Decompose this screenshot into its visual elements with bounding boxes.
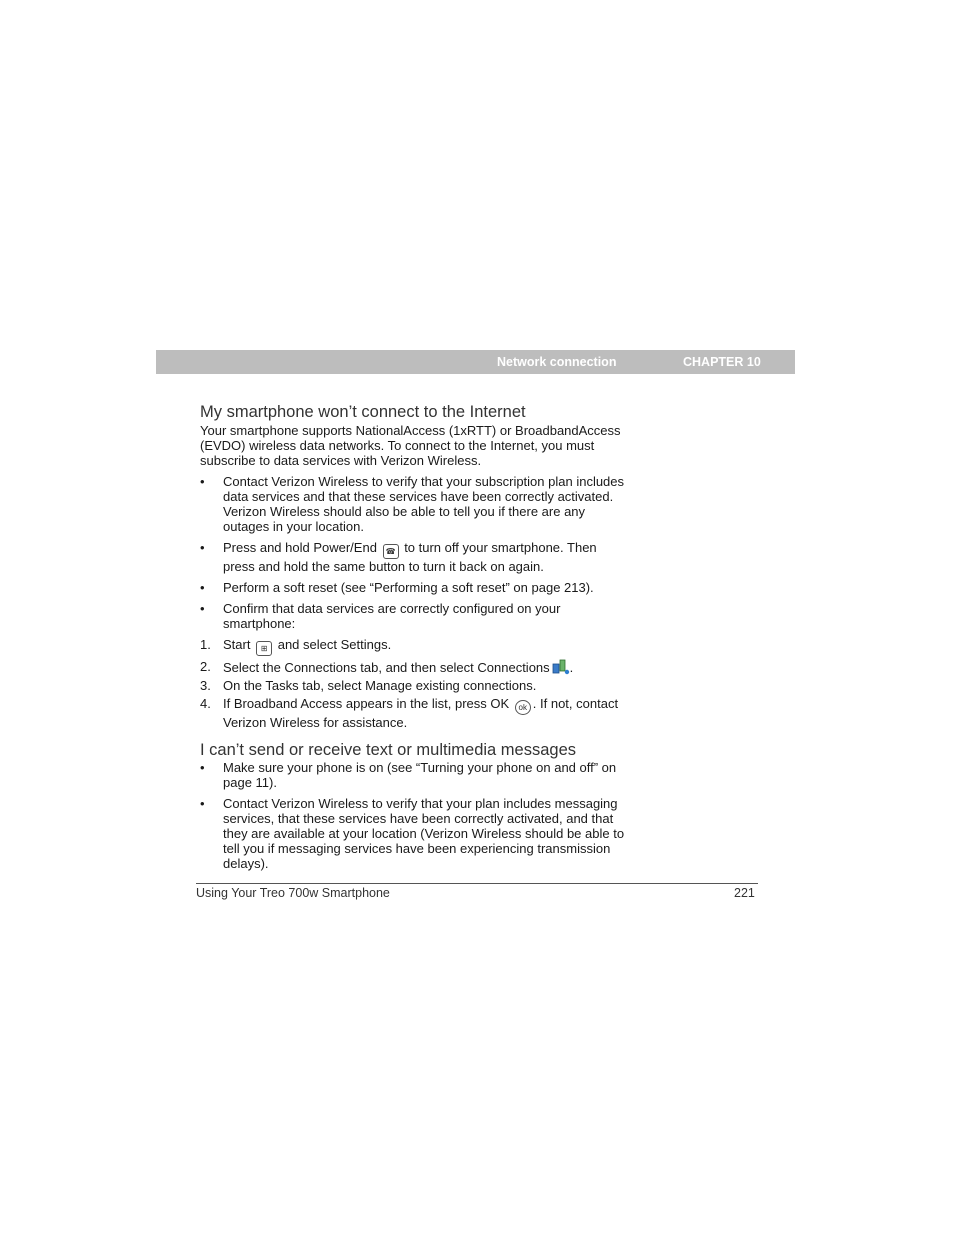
step-number: 3. bbox=[200, 678, 211, 693]
step-number: 1. bbox=[200, 637, 211, 652]
list-item bbox=[200, 601, 625, 631]
page-content bbox=[200, 402, 625, 871]
bullet-marker: • bbox=[200, 796, 205, 811]
step-text: and select Settings. bbox=[277, 637, 392, 652]
section-heading-messages: I can’t send or receive text or multimedia messages bbox=[200, 741, 576, 759]
step-text: . If not, contact Verizon Wireless for assistance. bbox=[223, 696, 619, 730]
list-item-text: Perform a soft reset (see “Performing a soft reset” on page 213). bbox=[223, 580, 594, 595]
numbered-steps bbox=[200, 637, 625, 730]
list-item-text: Confirm that data services are correctly configured on your smartphone: bbox=[223, 601, 561, 631]
step-text: If Broadband Access appears in the list, press OK bbox=[223, 696, 510, 711]
section-intro: Your smartphone supports NationalAccess (1xRTT) or BroadbandAccess (EVDO) wireless data networks. To connect to the Internet, you must subscribe to data services with Verizon Wireless. bbox=[200, 423, 621, 468]
bullet-marker: • bbox=[200, 601, 205, 616]
list-item-text: Make sure your phone is on (see “Turning your phone on and off” on page 11). bbox=[223, 760, 617, 790]
ok-button-icon: ok bbox=[515, 700, 531, 715]
step-text: Select the Connections tab, and then select Connections bbox=[223, 660, 550, 675]
page-number: 221 bbox=[734, 886, 755, 900]
bullet-marker: • bbox=[200, 760, 205, 775]
footer-book-title: Using Your Treo 700w Smartphone bbox=[196, 886, 390, 900]
list-item-text: Contact Verizon Wireless to verify that your plan includes messaging services, that these services have been correctly activated, and that they are available at your location (Verizon Wireless should be able to tell you if messaging services have been experiencing transmission delays). bbox=[223, 796, 625, 871]
footer-divider bbox=[196, 883, 758, 884]
connections-icon bbox=[552, 659, 570, 675]
running-header bbox=[156, 350, 795, 374]
step-number: 2. bbox=[200, 659, 211, 674]
bullet-list-internet bbox=[200, 474, 625, 631]
power-end-icon: ☎ bbox=[383, 544, 399, 559]
list-item bbox=[200, 637, 625, 656]
list-item-text: Press and hold Power/End bbox=[223, 540, 377, 555]
list-item bbox=[200, 474, 625, 534]
bullet-list-messages bbox=[200, 760, 625, 871]
header-chapter-label: CHAPTER 10 bbox=[683, 355, 761, 369]
list-item bbox=[200, 678, 625, 693]
bullet-marker: • bbox=[200, 474, 205, 489]
list-item-text: Contact Verizon Wireless to verify that your subscription plan includes data services and that these services have been correctly activated. Verizon Wireless should also be able to tell you if there are any outages in your location. bbox=[223, 474, 625, 534]
bullet-marker: • bbox=[200, 580, 205, 595]
list-item-text: to turn off your smartphone. Then press and hold the same button to turn it back on again. bbox=[223, 540, 597, 574]
step-number: 4. bbox=[200, 696, 211, 711]
section-heading-internet: My smartphone won’t connect to the Internet bbox=[200, 403, 526, 421]
list-item bbox=[200, 659, 625, 675]
start-icon: ⊞ bbox=[256, 641, 272, 656]
step-text: Start bbox=[223, 637, 251, 652]
list-item bbox=[200, 796, 625, 871]
list-item bbox=[200, 540, 625, 574]
step-text: On the Tasks tab, select Manage existing connections. bbox=[223, 678, 537, 693]
list-item bbox=[200, 696, 625, 730]
step-text: . bbox=[569, 660, 574, 675]
list-item bbox=[200, 760, 625, 790]
header-section-title: Network connection bbox=[497, 355, 617, 369]
bullet-marker: • bbox=[200, 540, 205, 555]
list-item bbox=[200, 580, 625, 595]
